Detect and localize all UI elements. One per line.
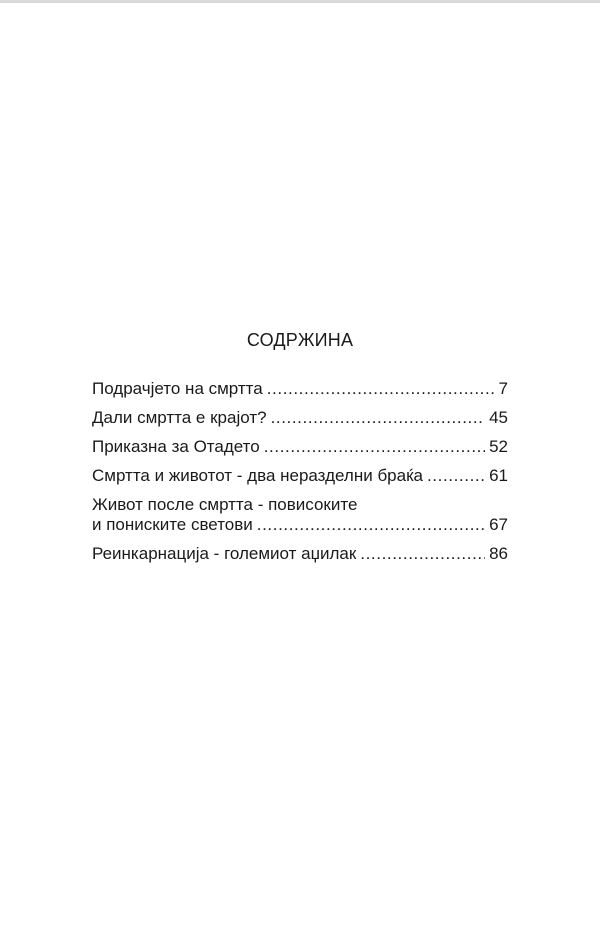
toc-entry-title: Приказна за Отадето [92,437,260,456]
toc-entry-page: 86 [489,544,508,563]
toc-entry[interactable] [92,437,508,457]
page-top-border [0,0,600,3]
toc-entry-page: 61 [489,466,508,485]
dot-leader [257,515,485,535]
toc-entry-page: 45 [489,408,508,427]
toc-entry-page: 7 [498,379,508,398]
toc-entry[interactable] [92,408,508,428]
table-of-contents [92,330,508,573]
toc-entry-title: Смртта и животот - два неразделни браќа [92,466,423,485]
dot-leader [360,544,485,564]
toc-list [92,379,508,564]
toc-entry[interactable] [92,466,508,486]
dot-leader [427,466,485,486]
toc-heading: СОДРЖИНА [246,330,354,350]
toc-entry-title: Подрачјето на смртта [92,379,263,398]
toc-entry[interactable] [92,379,508,399]
toc-entry-title: Реинкарнација - големиот аџилак [92,544,357,563]
toc-entry-page: 67 [489,515,508,534]
toc-entry[interactable] [92,544,508,564]
toc-entry-title: Дали смртта е крајот? [92,408,267,427]
toc-entry-page: 52 [489,437,508,456]
toc-entry-title-line2: и пониските светови [92,515,253,534]
dot-leader [267,379,495,399]
dot-leader [271,408,486,428]
toc-entry[interactable] [92,495,508,535]
dot-leader [264,437,485,457]
toc-entry-title-line1: Живот после смртта - повисоките [92,495,358,514]
